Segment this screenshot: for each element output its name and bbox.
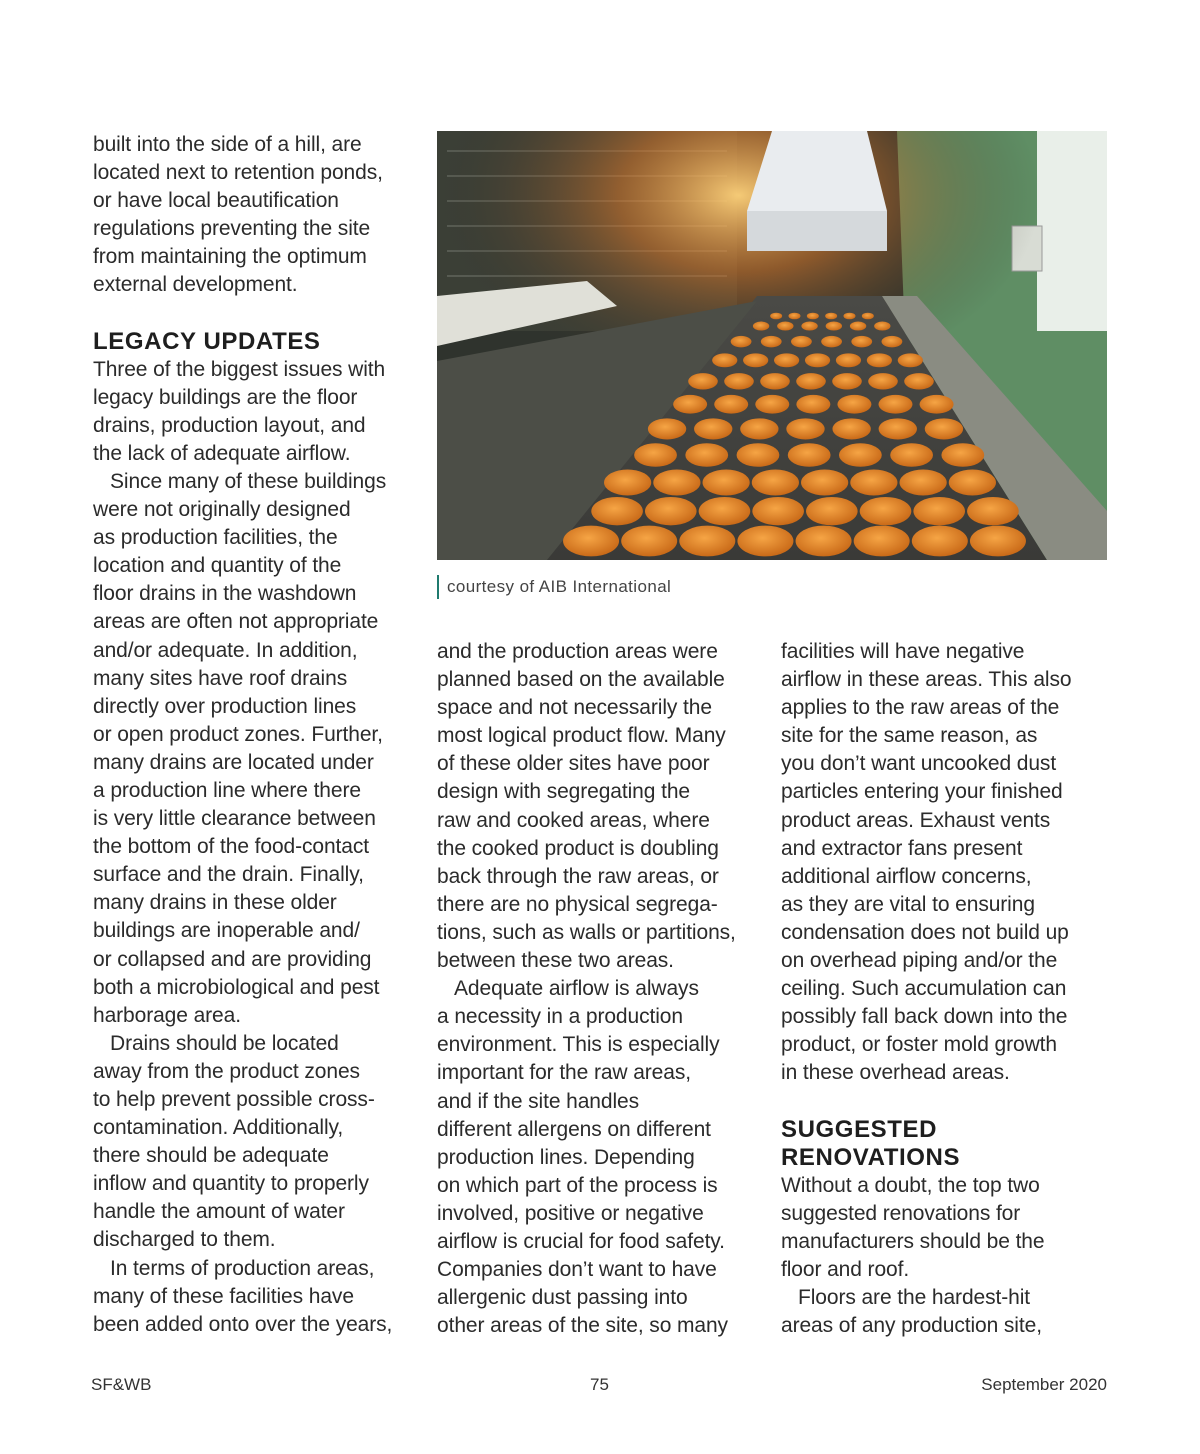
paragraph-floors — [781, 1284, 1111, 1340]
paragraph-airflow — [437, 975, 767, 1340]
text-line: the bottom of the food-contact — [93, 835, 370, 859]
cookie — [868, 373, 898, 389]
text-line: allergenic dust passing into — [437, 1286, 688, 1310]
cookie-conveyor-image — [437, 131, 1107, 560]
cookie — [796, 395, 830, 414]
cookie — [648, 418, 686, 439]
cookie — [801, 469, 848, 495]
cookie — [851, 336, 872, 347]
cookie — [898, 353, 923, 367]
paragraph-negative-airflow — [781, 638, 1111, 1088]
production-line-photo — [437, 131, 1107, 560]
cookie — [836, 353, 861, 367]
cookie — [740, 418, 778, 439]
text-line: other areas of the site, so many — [437, 1314, 728, 1338]
text-line: away from the product zones — [93, 1059, 360, 1083]
paragraph-production-layout — [437, 638, 767, 975]
cookie — [801, 322, 817, 331]
heading-suggested-renovations — [781, 1116, 1111, 1172]
text-line: environment. This is especially — [437, 1033, 720, 1057]
text-line: and/or adequate. In addition, — [93, 638, 358, 662]
cookie — [867, 353, 892, 367]
paragraph-drain-location — [93, 1030, 425, 1255]
heading-line-1: SUGGESTED — [781, 1115, 938, 1143]
text-line: Three of the biggest issues with — [93, 357, 386, 381]
cookie — [949, 469, 996, 495]
text-line: involved, positive or negative — [437, 1201, 704, 1225]
cookie — [703, 469, 750, 495]
cookie — [743, 353, 768, 367]
footer-date: September 2020 — [981, 1375, 1107, 1394]
text-line: particles entering your finished — [781, 780, 1063, 804]
cookie — [844, 313, 856, 320]
cookie — [679, 526, 735, 557]
text-line: site for the same reason, as — [781, 724, 1038, 748]
heading-line-2: RENOVATIONS — [781, 1143, 961, 1171]
text-line: discharged to them. — [93, 1228, 276, 1252]
text-line: applies to the raw areas of the — [781, 696, 1060, 720]
cookie — [699, 497, 751, 525]
cookie — [796, 373, 826, 389]
text-line: a production line where there — [93, 778, 361, 802]
column-2 — [437, 638, 767, 1340]
cookie — [737, 526, 793, 557]
text-line: product areas. Exhaust vents — [781, 808, 1051, 832]
text-line: buildings are inoperable and/ — [93, 919, 360, 943]
text-line: Companies don’t want to have — [437, 1258, 717, 1282]
text-line: possibly fall back down into the — [781, 1005, 1068, 1029]
cookie — [761, 336, 782, 347]
cookie — [900, 469, 947, 495]
text-line: facilities will have negative — [781, 640, 1025, 663]
cookie — [837, 395, 871, 414]
text-line: In terms of production areas, — [110, 1256, 375, 1280]
text-line: there are no physical segrega- — [437, 892, 718, 916]
text-line: in these overhead areas. — [781, 1061, 1010, 1085]
cookie — [806, 497, 858, 525]
footer-page-number: 75 — [590, 1375, 609, 1394]
cookie — [862, 313, 874, 320]
cookie — [874, 322, 890, 331]
cookie — [712, 353, 737, 367]
text-line: ceiling. Such accumulation can — [781, 977, 1067, 1001]
text-line: Drains should be located — [110, 1031, 339, 1055]
heading-legacy-updates: LEGACY UPDATES — [93, 327, 321, 355]
text-line: located next to retention ponds, — [93, 161, 383, 185]
text-line: floor drains in the washdown — [93, 582, 357, 606]
text-line: Adequate airflow is always — [454, 977, 699, 1001]
text-line: Since many of these buildings — [110, 469, 387, 493]
text-line: many drains are located under — [93, 750, 374, 774]
text-line: design with segregating the — [437, 780, 690, 804]
text-line: and if the site handles — [437, 1089, 640, 1113]
text-line: been added onto over the years, — [93, 1312, 393, 1336]
text-line: back through the raw areas, or — [437, 864, 719, 888]
text-line: from maintaining the optimum — [93, 245, 367, 269]
text-line: as production facilities, the — [93, 526, 338, 550]
text-line: most logical product flow. Many — [437, 724, 726, 748]
cookie — [788, 443, 831, 467]
cookie — [753, 322, 769, 331]
text-line: important for the raw areas, — [437, 1061, 691, 1085]
cookie — [970, 526, 1026, 557]
cookie — [760, 373, 790, 389]
cookie — [685, 443, 728, 467]
text-line: product, or foster mold growth — [781, 1033, 1057, 1057]
cookie — [825, 313, 837, 320]
cookie — [832, 418, 870, 439]
cookie — [826, 322, 842, 331]
cookie — [752, 497, 804, 525]
column-1 — [93, 131, 425, 1339]
cookie — [789, 313, 801, 320]
text-line: additional airflow concerns, — [781, 864, 1032, 888]
text-line: of these older sites have poor — [437, 752, 710, 776]
text-line: were not originally designed — [93, 498, 351, 522]
text-line: manufacturers should be the — [781, 1229, 1045, 1253]
paragraph-floor-drains — [93, 468, 425, 1030]
cookie — [563, 526, 619, 557]
text-line: on overhead piping and/or the — [781, 949, 1058, 973]
intro-paragraph — [93, 131, 425, 300]
cookie — [731, 336, 752, 347]
text-line: regulations preventing the site — [93, 217, 371, 241]
cookie — [752, 469, 799, 495]
paragraph-production-areas — [93, 1255, 425, 1339]
cookie — [774, 353, 799, 367]
text-line: raw and cooked areas, where — [437, 808, 710, 832]
text-line: built into the side of a hill, are — [93, 133, 362, 156]
text-line: or open product zones. Further, — [93, 722, 383, 746]
text-line: between these two areas. — [437, 949, 674, 973]
cookie — [653, 469, 700, 495]
paragraph-top-renovations — [781, 1172, 1111, 1284]
text-line: many sites have roof drains — [93, 666, 348, 690]
cookie — [634, 443, 677, 467]
text-line: inflow and quantity to properly — [93, 1172, 369, 1196]
text-line: Floors are the hardest-hit — [798, 1285, 1031, 1309]
text-line: the lack of adequate airflow. — [93, 441, 351, 465]
text-line: different allergens on different — [437, 1117, 711, 1141]
cookie — [913, 497, 965, 525]
cookie — [673, 395, 707, 414]
cookie — [688, 373, 718, 389]
cookie — [755, 395, 789, 414]
text-line: areas of any production site, — [781, 1313, 1042, 1337]
text-line: tions, such as walls or partitions, — [437, 920, 736, 944]
cookie — [925, 418, 963, 439]
text-line: both a microbiological and pest — [93, 975, 380, 999]
cookie — [791, 336, 812, 347]
cookie — [714, 395, 748, 414]
cookie — [604, 469, 651, 495]
paragraph-issues — [93, 356, 425, 468]
text-line: is very little clearance between — [93, 807, 376, 831]
photo-caption: courtesy of AIB International — [437, 575, 671, 599]
cookie — [879, 418, 917, 439]
cookie — [878, 395, 912, 414]
text-line: contamination. Additionally, — [93, 1116, 344, 1140]
text-line: a necessity in a production — [437, 1005, 683, 1029]
cookie — [882, 336, 903, 347]
text-line: areas are often not appropriate — [93, 610, 379, 634]
cookie — [777, 322, 793, 331]
text-line: as they are vital to ensuring — [781, 892, 1035, 916]
text-line: harborage area. — [93, 1003, 241, 1027]
cookie — [860, 497, 912, 525]
text-line: airflow in these areas. This also — [781, 668, 1072, 692]
cookie — [737, 443, 780, 467]
cookie — [839, 443, 882, 467]
cookie — [821, 336, 842, 347]
cookie — [890, 443, 933, 467]
cookie — [967, 497, 1019, 525]
cookie — [854, 526, 910, 557]
text-line: to help prevent possible cross- — [93, 1088, 375, 1111]
text-line: drains, production layout, and — [93, 413, 366, 437]
text-line: the cooked product is doubling — [437, 836, 719, 860]
cookie — [694, 418, 732, 439]
text-line: condensation does not build up — [781, 920, 1069, 944]
text-line: many of these facilities have — [93, 1284, 354, 1308]
cookie — [920, 395, 954, 414]
cookie — [645, 497, 697, 525]
cookie — [850, 322, 866, 331]
text-line: there should be adequate — [93, 1144, 329, 1168]
cookie — [805, 353, 830, 367]
cookie — [912, 526, 968, 557]
text-line: legacy buildings are the floor — [93, 385, 358, 409]
text-line: external development. — [93, 273, 298, 297]
text-line: location and quantity of the — [93, 554, 342, 578]
cookie — [770, 313, 782, 320]
footer-publication: SF&WB — [91, 1375, 152, 1394]
cookie — [941, 443, 984, 467]
cookie — [832, 373, 862, 389]
cookie — [807, 313, 819, 320]
text-line: planned based on the available — [437, 668, 725, 692]
cookie — [786, 418, 824, 439]
text-line: and extractor fans present — [781, 836, 1023, 860]
cookie — [796, 526, 852, 557]
text-line: or have local beautification — [93, 189, 339, 213]
text-line: suggested renovations for — [781, 1201, 1021, 1225]
text-line: handle the amount of water — [93, 1200, 345, 1224]
text-line: floor and roof. — [781, 1257, 910, 1281]
text-line: directly over production lines — [93, 694, 357, 718]
cookie — [724, 373, 754, 389]
cookie — [850, 469, 897, 495]
text-line: many drains in these older — [93, 891, 337, 915]
cookie — [904, 373, 934, 389]
cookie — [621, 526, 677, 557]
text-line: production lines. Depending — [437, 1145, 695, 1169]
column-3 — [781, 638, 1111, 1340]
text-line: and the production areas were — [437, 640, 718, 663]
text-line: airflow is crucial for food safety. — [437, 1229, 725, 1253]
text-line: or collapsed and are providing — [93, 947, 372, 971]
text-line: on which part of the process is — [437, 1173, 718, 1197]
cookie — [591, 497, 643, 525]
text-line: you don’t want uncooked dust — [781, 752, 1057, 776]
text-line: space and not necessarily the — [437, 696, 712, 720]
text-line: surface and the drain. Finally, — [93, 863, 364, 887]
text-line: Without a doubt, the top two — [781, 1173, 1040, 1197]
